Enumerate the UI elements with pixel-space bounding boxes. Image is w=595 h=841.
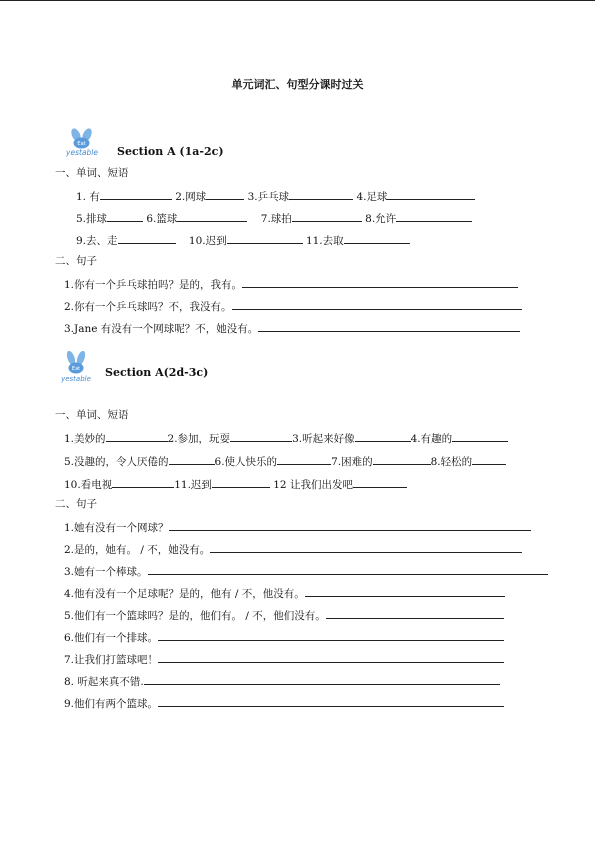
sentence-item	[64, 320, 520, 336]
sentence-item	[64, 541, 522, 557]
answer-blank[interactable]	[177, 210, 247, 222]
sentence-item	[64, 629, 504, 645]
answer-line[interactable]	[326, 607, 504, 619]
vocab-row	[76, 210, 472, 226]
section-title: Section A(2d-3c)	[105, 366, 209, 379]
vocab-item: 3.乒乓球	[247, 191, 290, 203]
answer-blank[interactable]	[230, 430, 292, 442]
sentence-text: 7.让我们打篮球吧！	[64, 654, 159, 666]
answer-blank[interactable]	[106, 430, 168, 442]
sentence-text: 2.是的，她有。 / 不，她没有。	[64, 544, 211, 556]
sentence-text: 1.你有一个乒乓球拍吗？是的，我有。	[64, 279, 243, 291]
vocab-item: 6.使人快乐的	[214, 456, 278, 468]
answer-blank[interactable]	[472, 453, 506, 465]
vocab-row	[64, 476, 407, 492]
vocab-row	[76, 232, 410, 248]
sentence-item	[64, 607, 504, 623]
sentence-text: 5.他们有一个篮球吗？是的，他们有。 / 不，他们没有。	[64, 610, 326, 622]
vocab-row	[76, 188, 475, 204]
sentence-item	[64, 585, 505, 601]
vocab-item: 7.球拍	[260, 213, 292, 225]
part-heading: 二、句子	[55, 255, 97, 267]
answer-blank[interactable]	[100, 188, 172, 200]
answer-line[interactable]	[169, 519, 531, 531]
answer-line[interactable]	[158, 651, 504, 663]
vocab-item: 10.迟到	[188, 235, 227, 247]
answer-blank[interactable]	[206, 188, 244, 200]
vocab-item: 3.听起来好像	[292, 433, 355, 445]
sentence-item	[64, 276, 518, 292]
answer-line[interactable]	[158, 629, 504, 641]
vocab-item: 1.美妙的	[64, 433, 106, 445]
vocab-item: 11.迟到	[174, 479, 212, 491]
sentence-text: 3.Jane 有没有一个网球呢？不，她没有。	[64, 323, 259, 335]
answer-blank[interactable]	[355, 430, 411, 442]
answer-line[interactable]	[242, 276, 518, 288]
answer-line[interactable]	[148, 563, 548, 575]
bunny-logo-icon	[54, 350, 100, 384]
vocab-row	[64, 430, 508, 446]
answer-blank[interactable]	[118, 232, 176, 244]
answer-blank[interactable]	[452, 430, 508, 442]
sentence-item	[64, 519, 531, 535]
answer-line[interactable]	[232, 298, 522, 310]
vocab-item: 5.排球	[76, 213, 108, 225]
answer-blank[interactable]	[277, 453, 331, 465]
answer-line[interactable]	[144, 673, 500, 685]
sentence-text: 4.他有没有一个足球呢？是的，他有 / 不，他没有。	[64, 588, 305, 600]
answer-blank[interactable]	[373, 453, 431, 465]
part-heading: 二、句子	[55, 498, 97, 510]
svg-text:Eat: Eat	[77, 141, 86, 147]
vocab-item: 11.去取	[305, 235, 344, 247]
vocab-item: 10.看电视	[64, 479, 113, 491]
answer-line[interactable]	[305, 585, 505, 597]
vocab-row	[64, 453, 506, 469]
sentence-text: 6.他们有一个排球。	[64, 632, 159, 644]
vocab-item: 6.篮球	[146, 213, 178, 225]
answer-line[interactable]	[158, 695, 504, 707]
sentence-text: 8. 听起来真不错.	[64, 676, 144, 688]
answer-blank[interactable]	[289, 188, 353, 200]
answer-blank[interactable]	[396, 210, 472, 222]
answer-blank[interactable]	[227, 232, 303, 244]
vocab-item: 4.有趣的	[410, 433, 453, 445]
sentence-text: 9.他们有两个篮球。	[64, 698, 159, 710]
svg-text:Eat: Eat	[71, 366, 81, 372]
vocab-item: 12 让我们出发吧	[273, 479, 353, 491]
sentence-text: 3.她有一个棒球。	[64, 566, 148, 578]
sentence-item	[64, 563, 548, 579]
vocab-item: 2.参加，玩耍	[167, 433, 231, 445]
answer-blank[interactable]	[387, 188, 475, 200]
section-title: Section A (1a-2c)	[117, 145, 224, 158]
vocab-item: 7.困难的	[331, 456, 373, 468]
answer-blank[interactable]	[344, 232, 410, 244]
vocab-item: 2.网球	[175, 191, 207, 203]
answer-blank[interactable]	[112, 476, 174, 488]
sentence-item	[64, 673, 500, 689]
sentence-item	[64, 695, 504, 711]
top-border	[0, 0, 595, 1]
bunny-logo-icon	[54, 128, 110, 158]
vocab-item: 4.足球	[356, 191, 388, 203]
vocab-item: 5.没趣的，令人厌倦的	[64, 456, 169, 468]
part-heading: 一、单词、短语	[55, 167, 129, 179]
answer-blank[interactable]	[169, 453, 215, 465]
answer-line[interactable]	[210, 541, 522, 553]
sentence-item	[64, 298, 522, 314]
answer-blank[interactable]	[212, 476, 270, 488]
vocab-item: 8.允许	[365, 213, 397, 225]
logo-text: yestable	[66, 148, 98, 157]
part-heading: 一、单词、短语	[55, 409, 129, 421]
answer-blank[interactable]	[107, 210, 143, 222]
vocab-item: 1. 有	[76, 191, 100, 203]
answer-blank[interactable]	[292, 210, 362, 222]
vocab-item: 8.轻松的	[430, 456, 473, 468]
vocab-item: 9.去、走	[76, 235, 118, 247]
logo-text: yestable	[61, 375, 91, 383]
answer-blank[interactable]	[353, 476, 407, 488]
answer-line[interactable]	[258, 320, 520, 332]
sentence-item	[64, 651, 504, 667]
page-title: 单元词汇、句型分课时过关	[231, 78, 364, 91]
sentence-text: 2.你有一个乒乓球吗？不，我没有。	[64, 301, 232, 313]
sentence-text: 1.她有没有一个网球？	[64, 522, 169, 534]
